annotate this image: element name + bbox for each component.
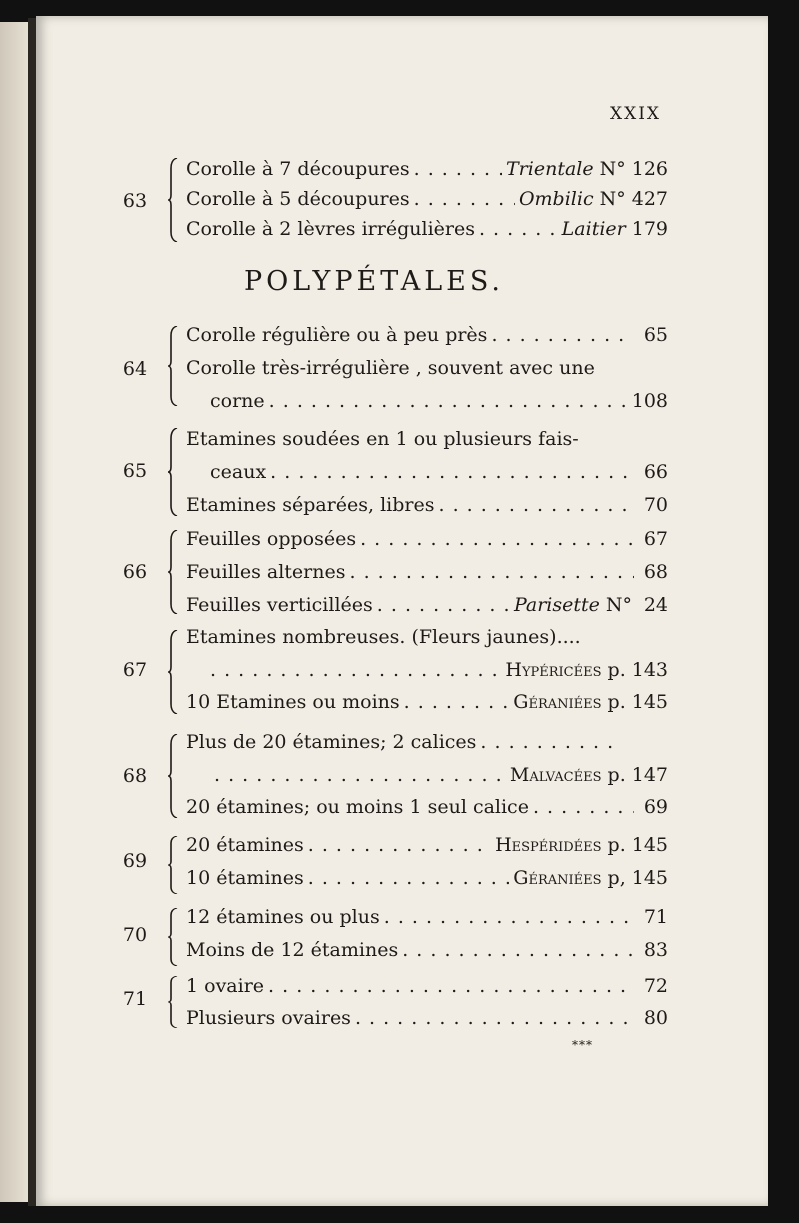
key-row	[186, 494, 668, 516]
row-text: corne	[210, 390, 265, 412]
group-number: 71	[122, 988, 148, 1010]
row-text: Plusieurs ovaires	[186, 1007, 351, 1029]
group-number: 64	[122, 358, 148, 380]
ref-number: 66	[643, 461, 668, 483]
ref-number: 83	[643, 939, 668, 961]
group-number: 68	[122, 765, 148, 787]
leader-dots	[350, 561, 635, 583]
row-text: Corolle très-irrégulière , souvent avec une	[186, 357, 595, 379]
brace-icon	[168, 530, 178, 614]
ref-number: 427	[631, 188, 668, 210]
leader-dots	[414, 188, 515, 210]
key-row	[186, 1007, 668, 1029]
key-row	[210, 461, 668, 483]
key-row	[214, 764, 668, 786]
group-number: 69	[122, 850, 148, 872]
row-text: 12 étamines ou plus	[186, 906, 380, 928]
row-text: Feuilles opposées	[186, 528, 357, 550]
ref-number: 147	[631, 764, 668, 786]
row-text: 20 étamines	[186, 834, 304, 856]
ref-number: 143	[631, 659, 668, 681]
leader-dots	[479, 218, 558, 240]
ref-label: p,	[607, 867, 626, 889]
key-row	[186, 906, 668, 928]
plant-name: Parisette	[513, 594, 600, 616]
group-number: 67	[122, 659, 148, 681]
row-text: Corolle à 7 découpures	[186, 158, 410, 180]
row-text: 20 étamines; ou moins 1 seul calice	[186, 796, 529, 818]
key-row	[186, 796, 668, 818]
key-row	[186, 324, 668, 346]
leader-dots	[404, 691, 510, 713]
ref-number: 69	[643, 796, 668, 818]
leader-dots	[355, 1007, 634, 1029]
leader-dots	[214, 764, 506, 786]
leader-dots	[377, 594, 510, 616]
brace-icon	[168, 836, 178, 894]
key-row	[210, 390, 668, 412]
brace-icon	[168, 428, 178, 516]
family-name: Géraniées	[513, 867, 602, 889]
key-row	[186, 834, 668, 856]
ref-number: 65	[643, 324, 668, 346]
ref-label: p.	[607, 764, 626, 786]
ref-label: p.	[607, 691, 626, 713]
key-row	[186, 626, 668, 648]
key-row	[186, 867, 668, 889]
key-row	[186, 218, 668, 240]
row-text: 10 étamines	[186, 867, 304, 889]
row-text: Etamines soudées en 1 ou plusieurs fais-	[186, 428, 579, 450]
plant-name: Trientale	[506, 158, 594, 180]
key-row	[186, 428, 668, 450]
key-row	[186, 975, 668, 997]
row-text: Feuilles verticillées	[186, 594, 373, 616]
ref-number: 70	[643, 494, 668, 516]
key-row	[186, 594, 668, 616]
leader-dots	[360, 528, 634, 550]
brace-icon	[168, 326, 178, 406]
family-name: Géraniées	[513, 691, 602, 713]
plant-name: Laitier	[561, 218, 626, 240]
ref-label: N°	[599, 188, 626, 210]
brace-icon	[168, 734, 178, 818]
leader-dots	[268, 975, 634, 997]
family-name: Malvacées	[509, 764, 602, 786]
key-row	[186, 158, 668, 180]
ref-number: 126	[631, 158, 668, 180]
leader-dots	[438, 494, 634, 516]
leader-dots	[491, 324, 634, 346]
ref-label: N°	[599, 158, 626, 180]
ref-number: 68	[643, 561, 668, 583]
row-text: ceaux	[210, 461, 267, 483]
leader-dots	[384, 906, 634, 928]
key-row	[186, 939, 668, 961]
row-text: Plus de 20 étamines; 2 calices	[186, 731, 477, 753]
row-text: Etamines séparées, libres	[186, 494, 435, 516]
group-number: 66	[122, 561, 148, 583]
leader-dots	[269, 390, 628, 412]
end-ornament: ***	[572, 1038, 593, 1052]
brace-icon	[168, 630, 178, 714]
leader-dots	[210, 659, 501, 681]
ref-number: 145	[631, 834, 668, 856]
row-text: Corolle à 2 lèvres irrégulières	[186, 218, 475, 240]
ref-number: 108	[631, 390, 668, 412]
group-number: 70	[122, 924, 148, 946]
family-name: Hespéridées	[495, 834, 602, 856]
group-number: 65	[122, 460, 148, 482]
section-title: POLYPÉTALES.	[244, 266, 504, 297]
row-text: Etamines nombreuses. (Fleurs jaunes)....	[186, 626, 581, 648]
row-text: Feuilles alternes	[186, 561, 346, 583]
ref-number: 71	[643, 906, 668, 928]
group-number: 63	[122, 190, 148, 212]
key-row	[186, 561, 668, 583]
key-row	[186, 691, 668, 713]
leader-dots	[533, 796, 634, 818]
brace-icon	[168, 908, 178, 966]
brace-icon	[168, 158, 178, 242]
leader-dots	[308, 867, 510, 889]
page-number: XXIX	[610, 104, 662, 124]
key-row	[186, 528, 668, 550]
ref-label: N°	[605, 594, 632, 616]
family-name: Hypéricées	[505, 659, 602, 681]
brace-icon	[168, 976, 178, 1028]
row-text: Corolle régulière ou à peu près	[186, 324, 488, 346]
facing-page-edge	[0, 22, 28, 1202]
plant-name: Ombilic	[518, 188, 594, 210]
row-text: 10 Etamines ou moins	[186, 691, 400, 713]
leader-dots	[402, 939, 634, 961]
leader-dots	[308, 834, 491, 856]
ref-number: 179	[631, 218, 668, 240]
ref-number: 72	[643, 975, 668, 997]
row-text: 1 ovaire	[186, 975, 265, 997]
leader-dots	[414, 158, 502, 180]
ref-number: 67	[643, 528, 668, 550]
key-row	[186, 357, 668, 379]
leader-dots	[480, 731, 622, 753]
row-text: Corolle à 5 découpures	[186, 188, 410, 210]
ref-label: p.	[607, 834, 626, 856]
ref-label: p.	[607, 659, 626, 681]
ref-number: 145	[631, 867, 668, 889]
leader-dots	[270, 461, 634, 483]
key-row	[186, 731, 626, 753]
key-row	[186, 188, 668, 210]
ref-number: 145	[631, 691, 668, 713]
ref-number: 24	[643, 594, 668, 616]
key-row	[210, 659, 668, 681]
ref-number: 80	[643, 1007, 668, 1029]
row-text: Moins de 12 étamines	[186, 939, 399, 961]
